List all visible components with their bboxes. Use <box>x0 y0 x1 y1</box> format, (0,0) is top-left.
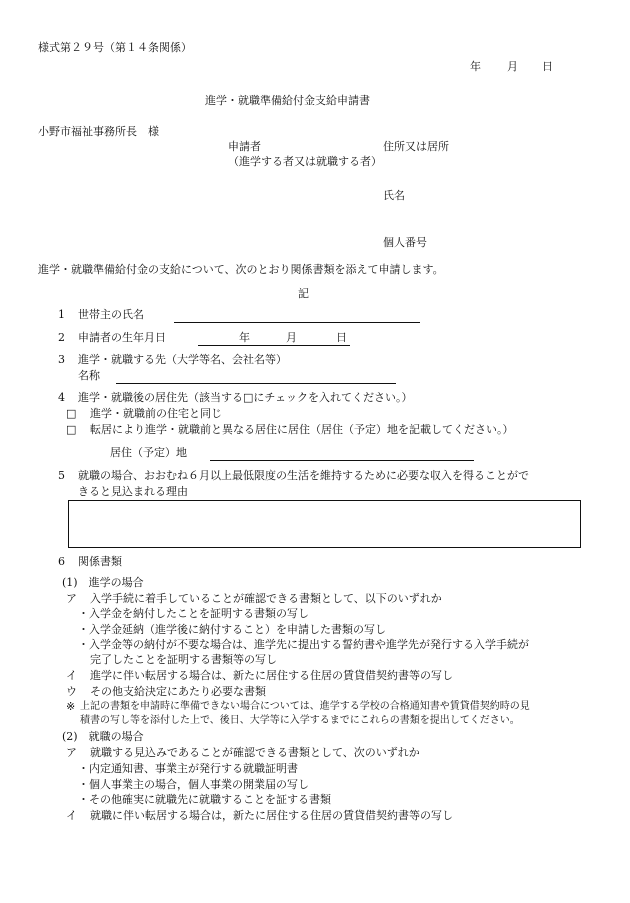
docs-note-line2: 積書の写し等を添付した上で、後日、大学等に入学するまでにこれらの書類を提出してください。 <box>80 715 520 726</box>
docs-a-label: ア <box>66 592 77 605</box>
residence-same-checkbox[interactable]: □ <box>66 407 77 420</box>
birth-year-label: 年 <box>239 331 250 344</box>
item-2-label: 申請者の生年月日 <box>78 331 166 344</box>
name-label: 氏名 <box>383 189 405 202</box>
docs-section-2-title: (2) 就職の場合 <box>62 730 144 743</box>
page-title: 進学・就職準備給付金支給申請書 <box>205 94 370 107</box>
docs-u-text: その他支給決定にあたり必要な書類 <box>90 685 266 698</box>
destination-name-field[interactable] <box>116 383 396 384</box>
docs-i-text: 進学に伴い転居する場合は、新たに居住する住居の賃貸借契約書等の写し <box>90 669 453 682</box>
docs-u-label: ウ <box>66 685 77 698</box>
docs-a3-line2: 完了したことを証明する書類等の写し <box>90 653 277 666</box>
item-5-number: 5 <box>58 469 65 482</box>
applicant-label: 申請者 <box>228 140 261 153</box>
planned-residence-field[interactable] <box>210 460 474 461</box>
employment-reason-textbox[interactable] <box>68 500 581 548</box>
docs-b1: ・内定通知書、事業主が発行する就職証明書 <box>78 762 298 775</box>
item-5-text-line1: 就職の場合、おおむね６月以上最低限度の生活を維持するために必要な収入を得ることがで <box>78 469 529 482</box>
residence-move-label: 転居により進学・就職前と異なる居住に居住（居住（予定）地を記載してください。） <box>90 423 514 436</box>
item-5-text-line2: きると見込まれる理由 <box>78 485 188 498</box>
docs-note-mark: ※ <box>66 700 76 713</box>
date-day: 日 <box>542 60 553 73</box>
item-6-number: 6 <box>58 555 65 568</box>
docs-a1: ・入学金を納付したことを証明する書類の写し <box>78 607 309 620</box>
birth-month-label: 月 <box>286 331 297 344</box>
docs-b3: ・その他確実に就職先に就職することを証する書類 <box>78 793 331 806</box>
item-3-number: 3 <box>58 353 65 366</box>
item-4-number: 4 <box>58 391 65 404</box>
intro-text: 進学・就職準備給付金の支給について、次のとおり関係書類を添えて申請します。 <box>38 263 444 276</box>
item-3-label: 進学・就職する先（大学等名、会社名等） <box>78 353 287 366</box>
docs-section-1-title: (1) 進学の場合 <box>62 576 144 589</box>
docs-a2: ・入学金延納（進学後に納付すること）を申請した書類の写し <box>78 623 386 636</box>
item-1-label: 世帯主の氏名 <box>78 308 144 321</box>
docs-a3-line1: ・入学金等の納付が不要な場合は、進学先に提出する誓約書や進学先が発行する入学手続が <box>78 638 529 651</box>
planned-residence-label: 居住（予定）地 <box>110 446 187 459</box>
form-number: 様式第２９号（第１４条関係） <box>38 41 192 54</box>
date-month: 月 <box>507 60 518 73</box>
docs-b-label: ア <box>66 746 77 759</box>
docs-note-line1: 上記の書類を申請時に準備できない場合については、進学する学校の合格通知書や賃貸借契約時の見 <box>80 701 530 712</box>
item-4-label: 進学・就職後の居住先（該当する□にチェックを入れてください。） <box>78 391 413 404</box>
docs-a-text: 入学手続に着手していることが確認できる書類として、以下のいずれか <box>90 592 442 605</box>
date-year: 年 <box>470 60 481 73</box>
ki-heading: 記 <box>298 287 309 300</box>
item-3-name-label: 名称 <box>78 369 100 382</box>
docs-c-text: 就職に伴い転居する場合は，新たに居住する住居の賃貸借契約書等の写し <box>90 809 453 822</box>
item-2-number: 2 <box>58 331 65 344</box>
docs-b2: ・個人事業主の場合，個人事業の開業届の写し <box>78 778 309 791</box>
addressee: 小野市福祉事務所長 様 <box>38 125 159 138</box>
item-1-number: 1 <box>58 308 65 321</box>
docs-b-text: 就職する見込みであることが確認できる書類として、次のいずれか <box>90 746 420 759</box>
birth-date-field[interactable] <box>198 345 350 346</box>
address-label: 住所又は居所 <box>383 140 449 153</box>
residence-same-label: 進学・就職前の住宅と同じ <box>90 407 222 420</box>
birth-day-label: 日 <box>336 331 347 344</box>
docs-i-label: イ <box>66 669 77 682</box>
household-head-name-field[interactable] <box>174 322 420 323</box>
applicant-sublabel: （進学する者又は就職する者） <box>228 155 382 168</box>
id-label: 個人番号 <box>383 236 427 249</box>
residence-move-checkbox[interactable]: □ <box>66 423 77 436</box>
docs-c-label: イ <box>66 809 77 822</box>
item-6-label: 関係書類 <box>78 555 122 568</box>
